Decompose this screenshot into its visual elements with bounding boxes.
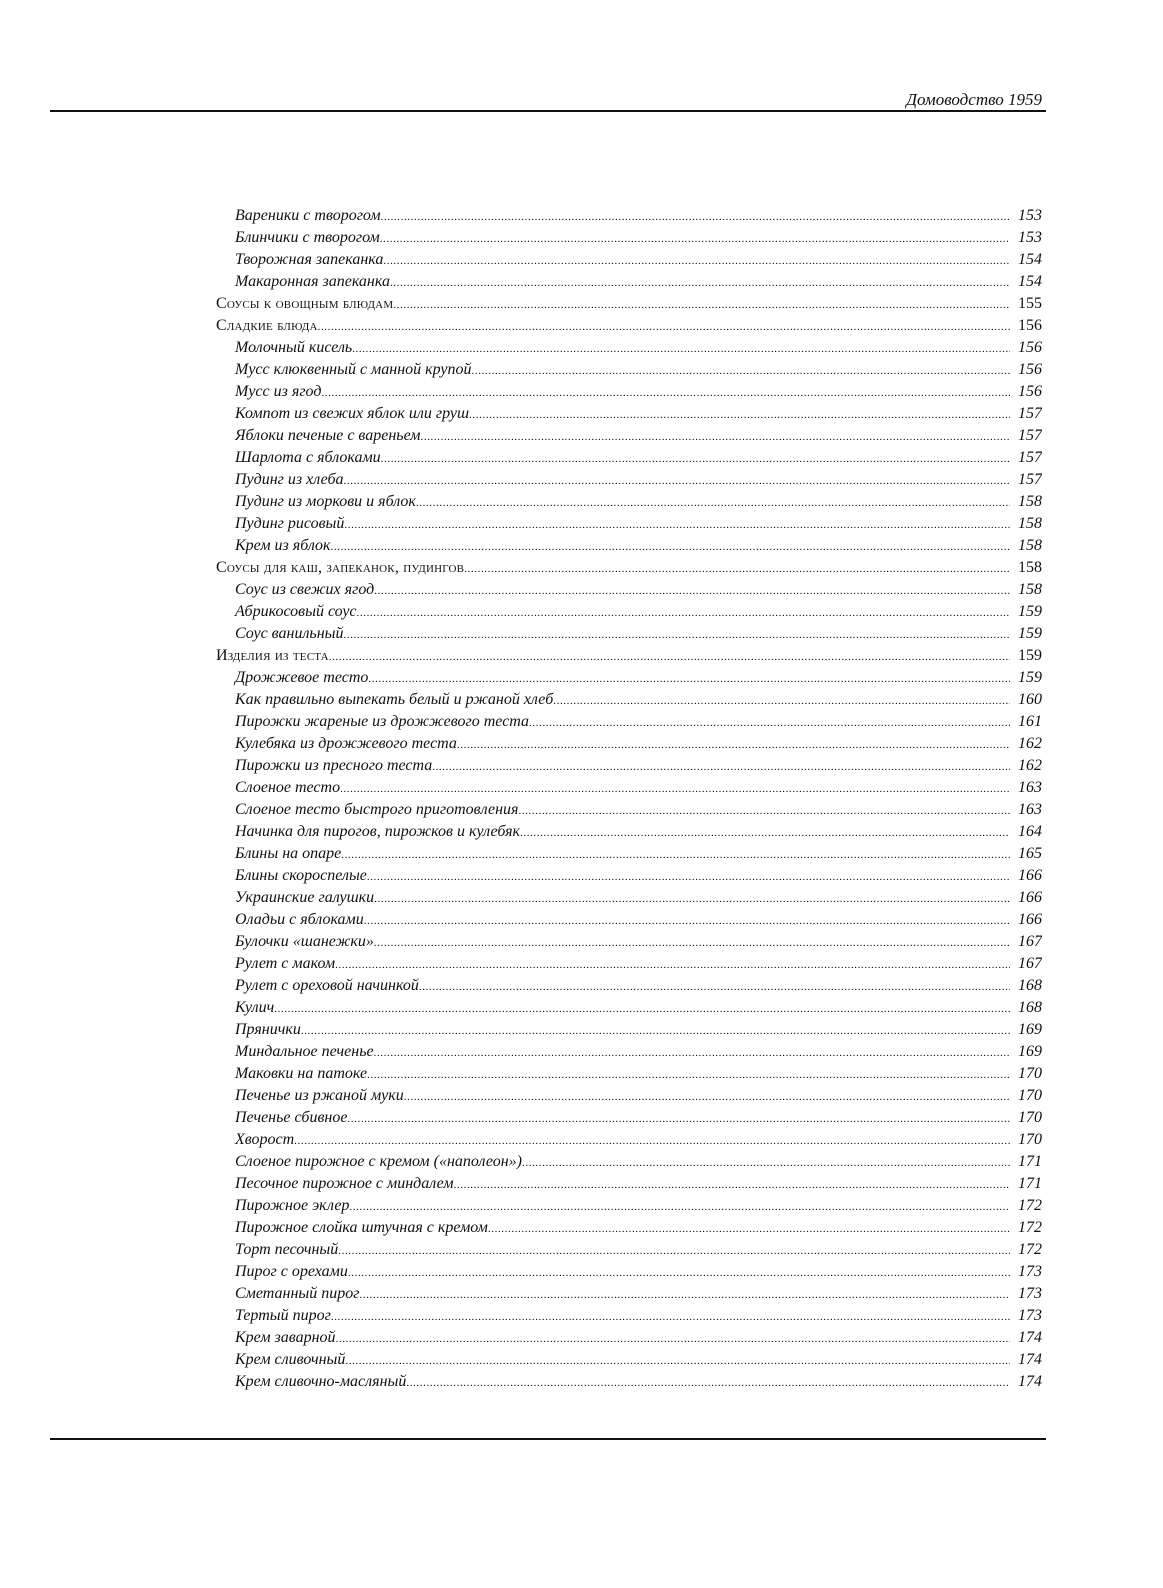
toc-entry-page-number: 157 xyxy=(1018,427,1042,444)
dot-leader xyxy=(457,734,1010,755)
dot-leader xyxy=(469,404,1010,425)
toc-entry-label: Творожная запеканка xyxy=(235,251,384,268)
toc-entry-label: Сметанный пирог xyxy=(235,1285,360,1302)
toc-entry-label: Пирог с орехами xyxy=(235,1263,348,1280)
toc-entry-page-number: 171 xyxy=(1018,1153,1042,1170)
toc-section-entry[interactable] xyxy=(216,293,1042,315)
toc-entry-label: Булочки «шанежки» xyxy=(235,933,374,950)
toc-entry-label: Оладьи с яблоками xyxy=(235,911,364,928)
toc-entry-label: Слоеное пирожное с кремом («наполеон») xyxy=(235,1153,523,1170)
toc-entry-label: Изделия из теста xyxy=(216,647,329,664)
toc-entry-page-number: 167 xyxy=(1018,955,1042,972)
toc-entry-page-number: 167 xyxy=(1018,933,1042,950)
toc-entry-label: Мусс клюквенный с манной крупой xyxy=(235,361,472,378)
toc-entry-label: Хворост xyxy=(235,1131,295,1148)
toc-entry-label: Молочный кисель xyxy=(235,339,353,356)
toc-entry-page-number: 171 xyxy=(1018,1175,1042,1192)
toc-subsection-entry[interactable] xyxy=(216,1349,1042,1371)
toc-entry-label: Пудинг из моркови и яблок xyxy=(235,493,416,510)
toc-entry-label: Пирожки из пресного теста xyxy=(235,757,433,774)
dot-leader xyxy=(432,756,1010,777)
toc-entry-page-number: 159 xyxy=(1018,669,1042,686)
dot-leader xyxy=(344,514,1010,535)
toc-subsection-entry[interactable] xyxy=(216,975,1042,997)
toc-entry-page-number: 155 xyxy=(1018,295,1042,312)
toc-entry-page-number: 174 xyxy=(1018,1373,1042,1390)
toc-subsection-entry[interactable] xyxy=(216,359,1042,381)
dot-leader xyxy=(374,1042,1010,1063)
dot-leader xyxy=(357,602,1010,623)
toc-entry-label: Блины на опаре xyxy=(235,845,342,862)
toc-subsection-entry[interactable] xyxy=(216,953,1042,975)
toc-entry-page-number: 160 xyxy=(1018,691,1042,708)
dot-leader xyxy=(553,690,1010,711)
toc-entry-label: Сладкие блюда xyxy=(216,317,318,334)
dot-leader xyxy=(464,558,1010,579)
dot-leader xyxy=(374,888,1010,909)
toc-entry-page-number: 174 xyxy=(1018,1329,1042,1346)
toc-entry-page-number: 174 xyxy=(1018,1351,1042,1368)
toc-entry-page-number: 172 xyxy=(1018,1197,1042,1214)
toc-subsection-entry[interactable] xyxy=(216,1327,1042,1349)
dot-leader xyxy=(383,250,1010,271)
toc-subsection-entry[interactable] xyxy=(216,1305,1042,1327)
toc-subsection-entry[interactable] xyxy=(216,381,1042,403)
toc-entry-page-number: 162 xyxy=(1018,735,1042,752)
dot-leader xyxy=(341,844,1010,865)
toc-subsection-entry[interactable] xyxy=(216,733,1042,755)
toc-entry-label: Пирожки жареные из дрожжевого теста xyxy=(235,713,530,730)
toc-entry-page-number: 169 xyxy=(1018,1043,1042,1060)
dot-leader xyxy=(367,1064,1010,1085)
dot-leader xyxy=(529,712,1010,733)
toc-entry-label: Блинчики с творогом xyxy=(235,229,380,246)
toc-entry-page-number: 158 xyxy=(1018,493,1042,510)
toc-entry-label: Яблоки печеные с вареньем xyxy=(235,427,421,444)
dot-leader xyxy=(522,1152,1010,1173)
toc-subsection-entry[interactable] xyxy=(216,601,1042,623)
toc-subsection-entry[interactable] xyxy=(216,447,1042,469)
toc-subsection-entry[interactable] xyxy=(216,1129,1042,1151)
toc-entry-label: Дрожжевое тесто xyxy=(235,669,369,686)
toc-entry-label: Пирожное эклер xyxy=(235,1197,350,1214)
toc-subsection-entry[interactable] xyxy=(216,1063,1042,1085)
toc-entry-page-number: 159 xyxy=(1018,647,1042,664)
dot-leader xyxy=(352,338,1010,359)
toc-entry-page-number: 163 xyxy=(1018,801,1042,818)
dot-leader xyxy=(390,272,1010,293)
toc-entry-label: Крем сливочный xyxy=(235,1351,346,1368)
toc-subsection-entry[interactable] xyxy=(216,843,1042,865)
toc-subsection-entry[interactable] xyxy=(216,1151,1042,1173)
toc-entry-label: Соус ванильный xyxy=(235,625,344,642)
dot-leader xyxy=(331,536,1010,557)
toc-subsection-entry[interactable] xyxy=(216,205,1042,227)
toc-subsection-entry[interactable] xyxy=(216,425,1042,447)
dot-leader xyxy=(381,448,1010,469)
toc-subsection-entry[interactable] xyxy=(216,931,1042,953)
dot-leader xyxy=(347,1108,1010,1129)
dot-leader xyxy=(340,778,1010,799)
toc-entry-page-number: 158 xyxy=(1018,515,1042,532)
toc-entry-page-number: 164 xyxy=(1018,823,1042,840)
dot-leader xyxy=(518,800,1010,821)
toc-entry-page-number: 159 xyxy=(1018,603,1042,620)
toc-entry-label: Шарлота с яблоками xyxy=(235,449,381,466)
toc-entry-label: Украинские галушки xyxy=(235,889,375,906)
toc-subsection-entry[interactable] xyxy=(216,337,1042,359)
toc-subsection-entry[interactable] xyxy=(216,1371,1042,1393)
toc-subsection-entry[interactable] xyxy=(216,1019,1042,1041)
toc-entry-page-number: 158 xyxy=(1018,581,1042,598)
toc-subsection-entry[interactable] xyxy=(216,997,1042,1019)
toc-entry-page-number: 161 xyxy=(1018,713,1042,730)
toc-subsection-entry[interactable] xyxy=(216,1283,1042,1305)
toc-entry-label: Крем сливочно-масляный xyxy=(235,1373,407,1390)
toc-subsection-entry[interactable] xyxy=(216,403,1042,425)
toc-entry-page-number: 162 xyxy=(1018,757,1042,774)
dot-leader xyxy=(364,910,1010,931)
toc-entry-page-number: 158 xyxy=(1018,559,1042,576)
toc-subsection-entry[interactable] xyxy=(216,865,1042,887)
toc-entry-page-number: 157 xyxy=(1018,471,1042,488)
toc-entry-label: Мусс из ягод xyxy=(235,383,322,400)
toc-subsection-entry[interactable] xyxy=(216,755,1042,777)
dot-leader xyxy=(301,1020,1010,1041)
toc-entry-label: Соус из свежих ягод xyxy=(235,581,375,598)
toc-entry-label: Как правильно выпекать белый и ржаной хлеб xyxy=(235,691,554,708)
toc-entry-label: Соусы для каш, запеканок, пудингов xyxy=(216,559,465,576)
toc-subsection-entry[interactable] xyxy=(216,821,1042,843)
toc-entry-label: Рулет с ореховой начинкой xyxy=(235,977,419,994)
toc-entry-page-number: 158 xyxy=(1018,537,1042,554)
toc-subsection-entry[interactable] xyxy=(216,1195,1042,1217)
toc-entry-label: Прянички xyxy=(235,1021,301,1038)
toc-entry-page-number: 170 xyxy=(1018,1131,1042,1148)
toc-entry-label: Песочное пирожное с миндалем xyxy=(235,1175,454,1192)
dot-leader xyxy=(344,470,1010,491)
toc-entry-page-number: 157 xyxy=(1018,449,1042,466)
toc-entry-label: Печенье из ржаной муки xyxy=(235,1087,404,1104)
toc-entry-label: Слоеное тесто xyxy=(235,779,341,796)
toc-subsection-entry[interactable] xyxy=(216,887,1042,909)
toc-entry-label: Кулич xyxy=(235,999,275,1016)
dot-leader xyxy=(454,1174,1010,1195)
toc-subsection-entry[interactable] xyxy=(216,1173,1042,1195)
dot-leader xyxy=(374,580,1010,601)
dot-leader xyxy=(359,1284,1010,1305)
toc-entry-page-number: 165 xyxy=(1018,845,1042,862)
dot-leader xyxy=(338,1240,1010,1261)
toc-subsection-entry[interactable] xyxy=(216,777,1042,799)
dot-leader xyxy=(374,932,1010,953)
toc-entry-page-number: 153 xyxy=(1018,229,1042,246)
toc-entry-page-number: 172 xyxy=(1018,1241,1042,1258)
dot-leader xyxy=(419,976,1010,997)
dot-leader xyxy=(367,866,1010,887)
toc-entry-label: Пирожное слойка штучная с кремом xyxy=(235,1219,488,1236)
toc-entry-label: Миндальное печенье xyxy=(235,1043,374,1060)
toc-entry-page-number: 166 xyxy=(1018,911,1042,928)
dot-leader xyxy=(294,1130,1010,1151)
toc-entry-page-number: 170 xyxy=(1018,1109,1042,1126)
toc-entry-page-number: 170 xyxy=(1018,1087,1042,1104)
dot-leader xyxy=(336,1328,1010,1349)
toc-entry-label: Начинка для пирогов, пирожков и кулебяк xyxy=(235,823,520,840)
toc-subsection-entry[interactable] xyxy=(216,249,1042,271)
toc-entry-label: Пудинг рисовый xyxy=(235,515,345,532)
toc-subsection-entry[interactable] xyxy=(216,227,1042,249)
toc-section-entry[interactable] xyxy=(216,315,1042,337)
toc-entry-page-number: 156 xyxy=(1018,361,1042,378)
toc-subsection-entry[interactable] xyxy=(216,513,1042,535)
dot-leader xyxy=(343,624,1010,645)
dot-leader xyxy=(345,1350,1010,1371)
dot-leader xyxy=(393,294,1010,315)
dot-leader xyxy=(416,492,1010,513)
toc-entry-page-number: 156 xyxy=(1018,383,1042,400)
table-of-contents xyxy=(216,205,1042,1393)
toc-entry-page-number: 173 xyxy=(1018,1285,1042,1302)
toc-entry-page-number: 156 xyxy=(1018,317,1042,334)
dot-leader xyxy=(380,228,1010,249)
toc-entry-page-number: 154 xyxy=(1018,251,1042,268)
dot-leader xyxy=(421,426,1011,447)
dot-leader xyxy=(368,668,1010,689)
dot-leader xyxy=(406,1372,1010,1393)
toc-entry-label: Слоеное тесто быстрого приготовления xyxy=(235,801,519,818)
toc-subsection-entry[interactable] xyxy=(216,1085,1042,1107)
dot-leader xyxy=(488,1218,1010,1239)
dot-leader xyxy=(331,1306,1010,1327)
toc-subsection-entry[interactable] xyxy=(216,535,1042,557)
toc-entry-page-number: 169 xyxy=(1018,1021,1042,1038)
toc-entry-page-number: 166 xyxy=(1018,867,1042,884)
toc-entry-label: Соусы к овощным блюдам xyxy=(216,295,394,312)
dot-leader xyxy=(520,822,1010,843)
toc-entry-page-number: 168 xyxy=(1018,977,1042,994)
toc-entry-label: Макаронная запеканка xyxy=(235,273,390,290)
toc-section-entry[interactable] xyxy=(216,557,1042,579)
toc-entry-page-number: 166 xyxy=(1018,889,1042,906)
toc-entry-page-number: 172 xyxy=(1018,1219,1042,1236)
toc-subsection-entry[interactable] xyxy=(216,271,1042,293)
toc-subsection-entry[interactable] xyxy=(216,491,1042,513)
toc-subsection-entry[interactable] xyxy=(216,711,1042,733)
toc-entry-label: Блины скороспелые xyxy=(235,867,367,884)
toc-entry-page-number: 173 xyxy=(1018,1263,1042,1280)
toc-entry-label: Компот из свежих яблок или груш xyxy=(235,405,470,422)
toc-entry-page-number: 173 xyxy=(1018,1307,1042,1324)
header-rule xyxy=(50,110,1046,112)
toc-subsection-entry[interactable] xyxy=(216,1261,1042,1283)
toc-entry-label: Крем из яблок xyxy=(235,537,331,554)
toc-entry-label: Маковки на патоке xyxy=(235,1065,368,1082)
toc-entry-page-number: 163 xyxy=(1018,779,1042,796)
dot-leader xyxy=(318,316,1010,337)
running-header-title: Домоводство 1959 xyxy=(906,90,1042,109)
dot-leader xyxy=(274,998,1010,1019)
dot-leader xyxy=(329,646,1010,667)
dot-leader xyxy=(472,360,1011,381)
toc-entry-page-number: 156 xyxy=(1018,339,1042,356)
toc-entry-page-number: 168 xyxy=(1018,999,1042,1016)
toc-subsection-entry[interactable] xyxy=(216,1041,1042,1063)
toc-entry-label: Тертый пирог xyxy=(235,1307,331,1324)
dot-leader xyxy=(404,1086,1010,1107)
toc-entry-label: Печенье сбивное xyxy=(235,1109,348,1126)
toc-subsection-entry[interactable] xyxy=(216,1239,1042,1261)
toc-entry-label: Вареники с творогом xyxy=(235,207,381,224)
toc-subsection-entry[interactable] xyxy=(216,623,1042,645)
toc-entry-label: Торт песочный xyxy=(235,1241,339,1258)
dot-leader xyxy=(335,954,1010,975)
dot-leader xyxy=(381,206,1010,227)
footer-rule xyxy=(50,1438,1046,1440)
toc-entry-label: Пудинг из хлеба xyxy=(235,471,344,488)
dot-leader xyxy=(349,1196,1010,1217)
toc-entry-page-number: 157 xyxy=(1018,405,1042,422)
toc-entry-label: Абрикосовый соус xyxy=(235,603,357,620)
toc-section-entry[interactable] xyxy=(216,645,1042,667)
toc-subsection-entry[interactable] xyxy=(216,469,1042,491)
toc-entry-label: Рулет с маком xyxy=(235,955,336,972)
toc-subsection-entry[interactable] xyxy=(216,667,1042,689)
toc-subsection-entry[interactable] xyxy=(216,1217,1042,1239)
dot-leader xyxy=(348,1262,1010,1283)
toc-subsection-entry[interactable] xyxy=(216,1107,1042,1129)
toc-subsection-entry[interactable] xyxy=(216,799,1042,821)
toc-entry-page-number: 159 xyxy=(1018,625,1042,642)
toc-subsection-entry[interactable] xyxy=(216,689,1042,711)
toc-entry-page-number: 153 xyxy=(1018,207,1042,224)
toc-entry-label: Крем заварной xyxy=(235,1329,336,1346)
toc-entry-page-number: 154 xyxy=(1018,273,1042,290)
dot-leader xyxy=(321,382,1010,403)
toc-entry-label: Кулебяка из дрожжевого теста xyxy=(235,735,457,752)
toc-entry-page-number: 170 xyxy=(1018,1065,1042,1082)
toc-subsection-entry[interactable] xyxy=(216,909,1042,931)
toc-subsection-entry[interactable] xyxy=(216,579,1042,601)
